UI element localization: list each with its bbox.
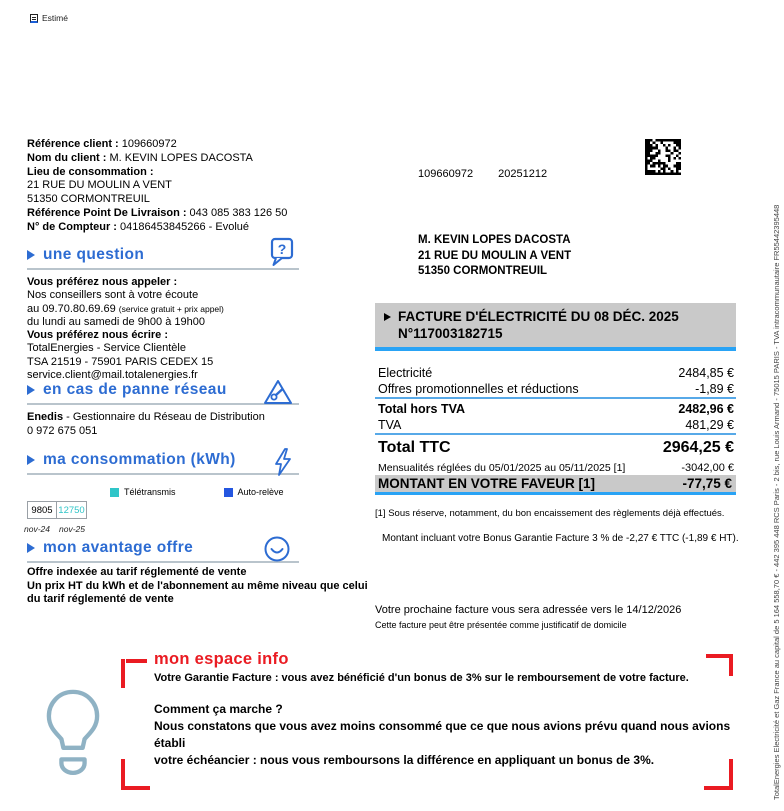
reading-value-nov24: 9805 [27, 501, 57, 519]
amount-row-electricite: Electricité 2484,85 € [378, 365, 734, 380]
lightbulb-icon [40, 688, 106, 796]
invoice-number: N°117003182715 [398, 326, 503, 341]
proof-of-address-note: Cette facture peut être présentée comme justificatif de domicile [375, 620, 627, 630]
section-consommation-header [27, 451, 299, 475]
mailing-date-code: 20251212 [498, 168, 548, 180]
write-line2: TSA 21519 - 75901 PARIS CEDEX 15 [27, 355, 214, 368]
espace-info-how3: votre échéancier : nous vous remboursons la différence en appliquant un bonus de 3%. [154, 753, 655, 767]
write-line1: TotalEnergies - Service Clientèle [27, 342, 186, 355]
bonus-note: Montant incluant votre Bonus Garantie Facture 3 % de -2,27 € TTC (-1,89 € HT). [382, 533, 739, 544]
invoice-title-line1: FACTURE D'ÉLECTRICITÉ DU 08 DÉC. 2025 [398, 309, 679, 324]
client-reference-line: Référence client : 109660972 [27, 138, 177, 150]
legend-autoreleve: Auto-relève [224, 487, 284, 497]
avantage-line3: du tarif réglementé de vente [27, 593, 174, 606]
amount-row-montant-faveur: MONTANT EN VOTRE FAVEUR [1] -77,75 € [375, 475, 736, 495]
autoreleve-swatch-icon [224, 488, 233, 497]
red-corner-bracket-top-left [121, 659, 125, 688]
panne-provider-line: Enedis - Gestionnaire du Réseau de Distribution [27, 411, 265, 423]
call-line1: Nos conseillers sont à votre écoute [27, 289, 199, 302]
phone-note: (service gratuit + prix appel) [118, 303, 224, 314]
teletransmis-swatch-icon [110, 488, 119, 497]
consumption-periods [24, 524, 85, 534]
wrench-triangle-icon [262, 378, 294, 407]
section-arrow-icon [27, 385, 35, 395]
write-label: Vous préférez nous écrire : [27, 329, 169, 342]
table-divider [375, 433, 736, 435]
legend-teletransmis: Télétransmis [110, 487, 176, 497]
amount-row-total-ttc: Total TTC 2964,25 € [378, 439, 734, 456]
section-question-header [27, 246, 299, 270]
consumption-readings [27, 501, 87, 519]
espace-info-line1: Votre Garantie Facture : vous avez bénéficié d'un bonus de 3% sur le remboursement de votre facture. [154, 672, 689, 684]
section-avantage-title: mon avantage offre [43, 539, 194, 556]
avantage-content [27, 566, 372, 607]
call-phone-line: au 09.70.80.69.69 (service gratuit + prix appel) [27, 302, 224, 315]
section-arrow-icon [27, 543, 35, 553]
call-label: Vous préférez nous appeler : [27, 276, 178, 288]
red-corner-bracket-bottom-left [121, 786, 150, 790]
avantage-line1: Offre indexée au tarif réglementé de vente [27, 566, 247, 578]
panne-content [27, 411, 357, 439]
client-name-line: Nom du client : M. KEVIN LOPES DACOSTA [27, 151, 253, 164]
title-arrow-icon [384, 313, 391, 321]
address-city: 51350 CORMONTREUIL [418, 265, 548, 277]
address-name: M. KEVIN LOPES DACOSTA [418, 234, 571, 246]
section-panne-title: en cas de panne réseau [43, 381, 227, 398]
espace-info-how-title: Comment ça marche ? [154, 702, 283, 716]
estimate-meter-icon [30, 14, 38, 23]
address-street: 21 RUE DU MOULIN A VENT [418, 249, 572, 262]
red-title-dash [126, 659, 147, 663]
period-nov24: nov-24 [24, 524, 50, 534]
section-arrow-icon [27, 250, 35, 260]
mailing-address [418, 233, 571, 280]
meter-number-line: N° de Compteur : 04186453845266 - Evolué [27, 220, 250, 233]
write-email: service.client@mail.totalenergies.fr [27, 369, 198, 382]
espace-info-how2: établi [154, 736, 186, 750]
amount-row-offres: Offres promotionnelles et réductions -1,89 € [378, 381, 734, 396]
estimated-label: Estimé [42, 13, 68, 23]
reading-value-nov25: 12750 [57, 501, 87, 519]
svg-text:?: ? [277, 241, 287, 257]
amount-row-tva: TVA 481,29 € [378, 417, 734, 432]
lightning-icon [272, 447, 294, 477]
call-hours: du lundi au samedi de 9h00 à 19h00 [27, 315, 205, 328]
red-corner-bracket-top-right [729, 654, 733, 676]
amount-row-mensualites: Mensualités réglées du 05/01/2025 au 05/11/2025 [1] -3042,00 € [378, 462, 734, 474]
espace-info-title: mon espace info [154, 650, 289, 668]
footnote-1: [1] Sous réserve, notamment, du bon encaissement des règlements déjà effectués. [375, 508, 725, 519]
next-invoice-note: Votre prochaine facture vous sera adressée vers le 14/12/2026 [375, 604, 682, 616]
question-bubble-icon [268, 237, 296, 268]
client-info-block [27, 138, 367, 235]
section-avantage-header [27, 539, 299, 563]
red-corner-bracket-bottom-right [704, 786, 733, 790]
amount-row-total-ht: Total hors TVA 2482,96 € [378, 401, 734, 416]
consumption-place-label: Lieu de consommation : [27, 165, 154, 178]
consumption-address-city: 51350 CORMONTREUIL [27, 193, 150, 206]
section-arrow-icon [27, 455, 35, 465]
section-question-title: une question [43, 246, 145, 263]
mailing-reference-line [418, 168, 547, 180]
period-nov25: nov-25 [59, 524, 85, 534]
consumption-legend [110, 487, 284, 497]
estimated-badge [30, 13, 68, 23]
delivery-point-line: Référence Point De Livraison : 043 085 383 126 50 [27, 206, 288, 219]
datamatrix-barcode [645, 139, 681, 175]
mailing-reference: 109660972 [418, 168, 474, 180]
invoice-title-box [375, 303, 736, 351]
legal-vertical-text: TotalEnergies Electricité et Gaz France au capital de 5 164 558,70 € - 442 395 448 RCS Paris - 2 bis, rue Louis Armand - 75015 PARIS - TVA intracommunautaire FR55442395448 [772, 204, 781, 800]
question-content [27, 276, 357, 382]
panne-phone: 0 972 675 051 [27, 424, 98, 437]
espace-info-how1: Nous constatons que vous avez moins consommé que ce que nous avions prévu quand nous avions [154, 719, 731, 733]
consumption-address-street: 21 RUE DU MOULIN A VENT [27, 179, 172, 192]
avantage-line2: Un prix HT du kWh et de l'abonnement au même niveau que celui [27, 579, 368, 592]
invoice-title-line1-wrap [384, 308, 730, 325]
table-divider [375, 397, 736, 399]
section-panne-header [27, 381, 299, 405]
smiley-icon [263, 535, 291, 563]
section-consommation-title: ma consommation (kWh) [43, 451, 236, 468]
